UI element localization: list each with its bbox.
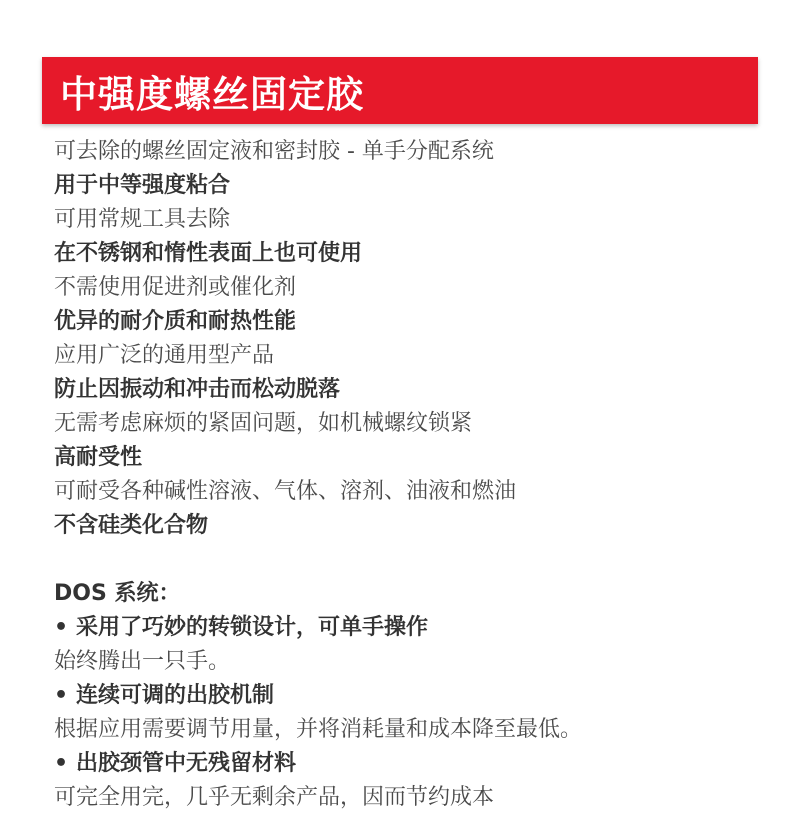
bullet-icon: •	[54, 615, 69, 640]
dos-item-title	[54, 611, 774, 645]
page-title: 中强度螺丝固定胶	[60, 72, 364, 116]
dos-item-title-text: 出胶颈管中无残留材料	[76, 751, 297, 776]
bullet-icon: •	[54, 751, 69, 776]
dos-item-desc: 始终腾出一只手。	[54, 649, 231, 674]
title-banner	[42, 57, 758, 124]
dos-item-title	[54, 747, 774, 781]
dos-item-title	[54, 679, 774, 713]
dos-heading: DOS 系统：	[54, 581, 181, 606]
feature-line: 优异的耐介质和耐热性能	[54, 309, 297, 334]
feature-line: 无需考虑麻烦的紧固问题，如机械螺纹锁紧	[54, 411, 473, 436]
feature-line: 用于中等强度粘合	[54, 173, 231, 198]
feature-line: 防止因振动和冲击而松动脱落	[54, 377, 341, 402]
feature-line: 不含硅类化合物	[54, 513, 209, 538]
feature-line: 应用广泛的通用型产品	[54, 343, 275, 368]
feature-line: 在不锈钢和惰性表面上也可使用	[54, 241, 363, 266]
feature-line: 可耐受各种碱性溶液、气体、溶剂、油液和燃油	[54, 479, 517, 504]
feature-line: 可用常规工具去除	[54, 207, 231, 232]
dos-item-title-text: 采用了巧妙的转锁设计，可单手操作	[76, 615, 429, 640]
feature-line: 可去除的螺丝固定液和密封胶 - 单手分配系统	[54, 139, 494, 164]
section-spacer	[54, 543, 774, 577]
content-body	[54, 135, 774, 815]
dos-item-desc: 可完全用完，几乎无剩余产品，因而节约成本	[54, 785, 495, 810]
feature-line: 高耐受性	[54, 445, 143, 470]
feature-line: 不需使用促进剂或催化剂	[54, 275, 297, 300]
bullet-icon: •	[54, 683, 69, 708]
dos-item-title-text: 连续可调的出胶机制	[76, 683, 275, 708]
dos-item-desc: 根据应用需要调节用量，并将消耗量和成本降至最低。	[54, 717, 583, 742]
